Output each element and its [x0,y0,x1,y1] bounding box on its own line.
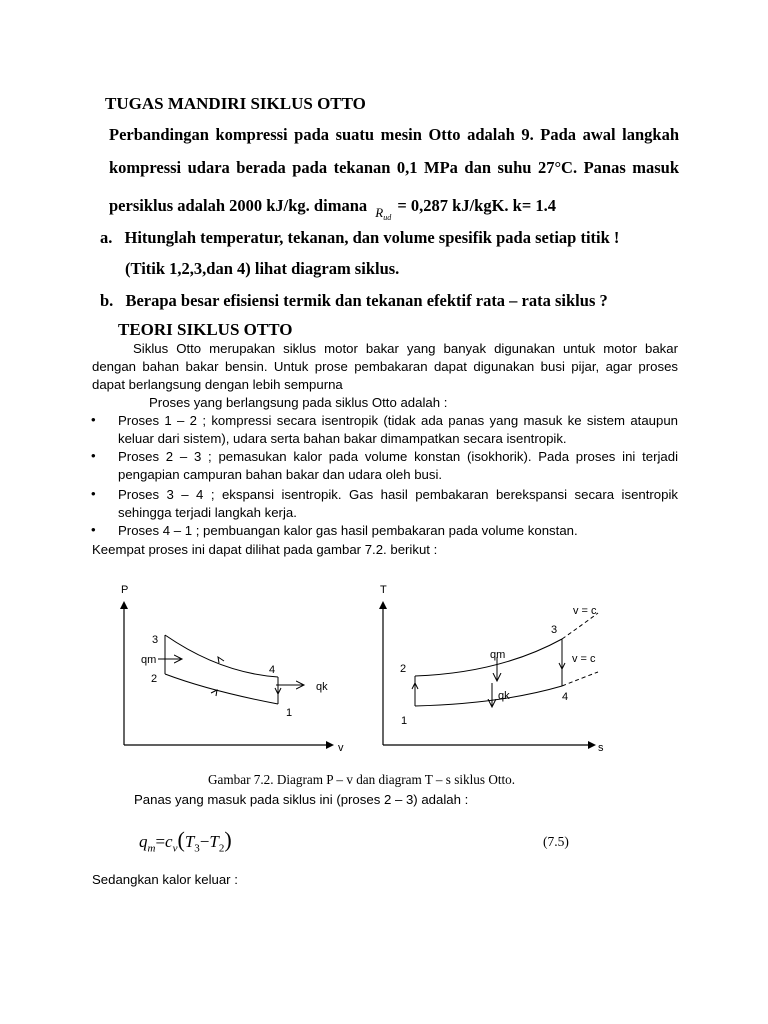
eq-t2-sub: 2 [218,842,225,855]
question-b-marker: b. [100,291,114,310]
eq-equals: = [155,832,166,851]
pv-point-1-label: 1 [286,707,293,719]
task-line-2: kompressi udara berada pada tekanan 0,1 MPa dan suhu 27°C. Panas masuk [109,158,679,177]
pv-point-4-label: 4 [269,664,276,676]
eq-c: c [165,832,173,851]
ts-point-4-label: 4 [562,691,569,703]
ts-curve-1-4 [415,686,562,706]
gas-constant-sub: ud [383,213,392,222]
task-title: TUGAS MANDIRI SIKLUS OTTO [105,94,366,113]
bullet-marker: • [91,412,96,427]
ts-diagram [380,584,604,754]
theory-para1-line3: dapat berlangsung dengan lebih sempurna [92,377,343,392]
bullet-2-line1: Proses 2 – 3 ; pemasukan kalor pada volume konstan (isokhorik). Pada proses ini terjadi [118,449,678,464]
pv-arrow-3-4 [218,657,224,663]
bullet-1-line2: keluar dari sistem), udara serta bahan bakar dimampatkan secara isentropik. [118,431,567,446]
eq-q-sub: m [147,842,156,855]
bullet-marker: • [91,522,96,537]
pv-curve-3-4 [165,635,278,677]
pv-qm-label: qm [141,654,157,666]
pv-arrow-1-2 [211,690,217,696]
question-a [100,228,619,248]
pv-diagram [121,584,344,754]
bullet-marker: • [91,448,96,463]
theory-para1-line1: Siklus Otto merupakan siklus motor bakar yang banyak digunakan untuk motor bakar [133,341,678,356]
question-a-text: Hitunglah temperatur, tekanan, dan volume spesifik pada setiap titik ! [124,228,620,247]
ts-point-2-label: 2 [400,663,407,675]
task-line-1: Perbandingan kompressi pada suatu mesin Otto adalah 9. Pada awal langkah [109,125,679,144]
eq-c-sub: v [172,842,178,855]
eq-paren-open: ( [177,827,185,852]
pv-curve-1-2 [165,674,278,704]
equation-7-5 [139,827,232,854]
theory-title: TEORI SIKLUS OTTO [118,320,293,339]
eq-t3-sub: 3 [194,842,200,855]
task-line-3 [109,196,557,222]
ts-point-1-label: 1 [401,715,408,727]
question-a-marker: a. [100,228,113,247]
theory-para1-line2: dengan bahan bakar bensin. Untuk prose pembakaran dapat digunakan busi pijar, agar proses [92,359,678,374]
ts-vc-top-label: v = c [573,605,597,617]
question-a-continued: (Titik 1,2,3,dan 4) lihat diagram siklus. [125,259,400,278]
bullet-1-line1: Proses 1 – 2 ; kompressi secara isentropik (tidak ada panas yang masuk ke sistem ataupun [118,413,678,428]
eq-t2: T [209,832,219,851]
question-b-text: Berapa besar efisiensi termik dan tekanan efektif rata – rata siklus ? [125,291,608,310]
ts-vc-mid-label: v = c [572,653,596,665]
question-b [100,291,608,311]
heat-in-text: Panas yang masuk pada siklus ini (proses 2 – 3) adalah : [134,792,469,807]
ts-curve-2-3 [415,639,562,676]
task-line-3-post: = 0,287 kJ/kgK. k= 1.4 [397,196,557,215]
bullet-3-line2: sehingga terjadi langkah kerja. [118,505,297,520]
otto-cycle-diagrams [100,575,620,760]
ts-qk-label: qk [498,690,510,702]
ts-axis-s-label: s [598,742,604,754]
task-line-3-pre: persiklus adalah 2000 kJ/kg. dimana [109,196,368,215]
eq-q: q [139,832,148,851]
pv-axis-p-label: P [121,584,129,596]
ts-qm-label: qm [490,649,506,661]
figure-caption: Gambar 7.2. Diagram P – v dan diagram T – s siklus Otto. [208,772,516,787]
bullet-2-line2: pengapian campuran bahan bakar dan udara oleh busi. [118,467,443,482]
eq-paren-close: ) [224,827,232,852]
eq-t3: T [184,832,195,851]
pv-axis-v-label: v [338,742,344,754]
equation-number: (7.5) [543,834,569,849]
bullet-marker: • [91,486,96,501]
kalor-keluar-text: Sedangkan kalor keluar : [92,872,238,887]
ts-dashed-vc-bottom [562,672,598,686]
theory-para2: Proses yang berlangsung pada siklus Otto adalah : [149,395,448,410]
ts-axis-t-label: T [380,584,387,596]
bullet-4-line1: Proses 4 – 1 ; pembuangan kalor gas hasil pembakaran pada volume konstan. [118,523,578,538]
ts-point-3-label: 3 [551,624,558,636]
pv-point-3-label: 3 [152,634,159,646]
pv-point-2-label: 2 [151,673,158,685]
theory-para3: Keempat proses ini dapat dilihat pada gambar 7.2. berikut : [92,542,438,557]
eq-minus: − [199,832,210,851]
gas-constant-r: R [375,205,384,220]
pv-qk-label: qk [316,681,328,693]
bullet-3-line1: Proses 3 – 4 ; ekspansi isentropik. Gas hasil pembakaran berekspansi secara isentropik [118,487,678,502]
